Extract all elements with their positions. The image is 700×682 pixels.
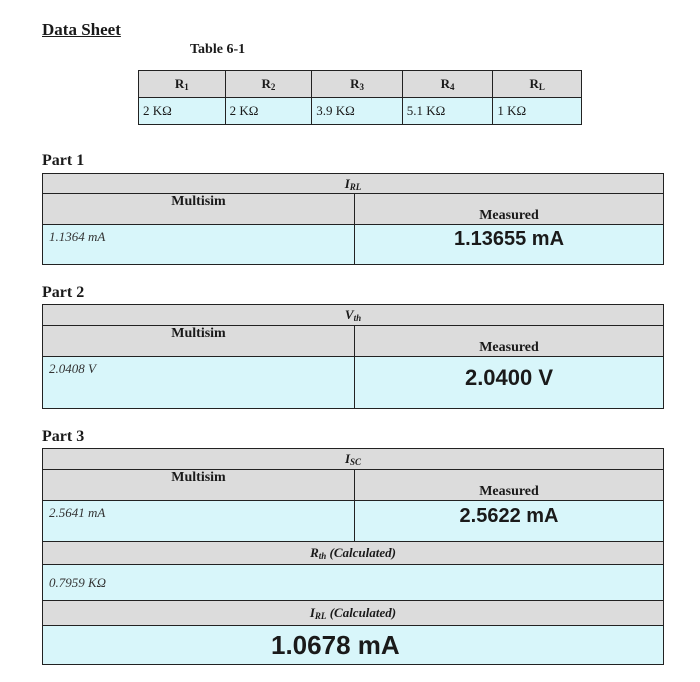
part1-label: Part 1: [42, 152, 85, 169]
resistor-value-row: [139, 98, 582, 125]
value-r1: 2 KΩ: [139, 98, 226, 125]
part2-measured-header: Measured: [355, 326, 664, 357]
part1-multisim-value: 1.1364 mA: [43, 225, 355, 265]
value-r4: 5.1 KΩ: [402, 98, 493, 125]
part2-quantity-header: $V_{th}$: [43, 305, 664, 326]
part3-label: Part 3: [42, 428, 85, 445]
header-r3: $R_3$: [312, 71, 403, 98]
part3-measured-value: 2.5622 mA: [355, 501, 664, 542]
resistor-header-row: [139, 71, 582, 98]
part3-table: [42, 448, 664, 665]
part2-multisim-value: 2.0408 V: [43, 357, 355, 409]
part2-multisim-header: Multisim: [43, 326, 355, 357]
part3-rth-header: $R_{th}$ (Calculated): [43, 542, 664, 565]
part3-quantity-header: $I_{SC}$: [43, 449, 664, 470]
part3-multisim-header: Multisim: [43, 470, 355, 501]
value-r2: 2 KΩ: [225, 98, 312, 125]
part1-table: [42, 173, 664, 265]
part1-measured-value: 1.13655 mA: [355, 225, 664, 265]
header-r4: $R_4$: [402, 71, 493, 98]
part1-measured-header: Measured: [355, 194, 664, 225]
header-r1: $R_1$: [139, 71, 226, 98]
table-caption: Table 6-1: [190, 42, 246, 57]
part3-irl-header: $I_{RL}$ (Calculated): [43, 601, 664, 626]
page-title: Data Sheet: [42, 20, 121, 39]
part3-rth-value: 0.7959 KΩ: [43, 565, 664, 601]
part1-quantity-header: $I_{RL}$: [43, 174, 664, 194]
part2-measured-value: 2.0400 V: [355, 357, 664, 409]
value-r3: 3.9 KΩ: [312, 98, 403, 125]
part2-label: Part 2: [42, 284, 85, 301]
part3-multisim-value: 2.5641 mA: [43, 501, 355, 542]
part1-multisim-header: Multisim: [43, 194, 355, 225]
part3-irl-value: 1.0678 mA: [43, 626, 664, 665]
part2-table: [42, 304, 664, 409]
part3-measured-header: Measured: [355, 470, 664, 501]
value-rl: 1 KΩ: [493, 98, 582, 125]
header-r2: $R_2$: [225, 71, 312, 98]
header-rl: $R_L$: [493, 71, 582, 98]
resistor-table: [138, 70, 582, 125]
